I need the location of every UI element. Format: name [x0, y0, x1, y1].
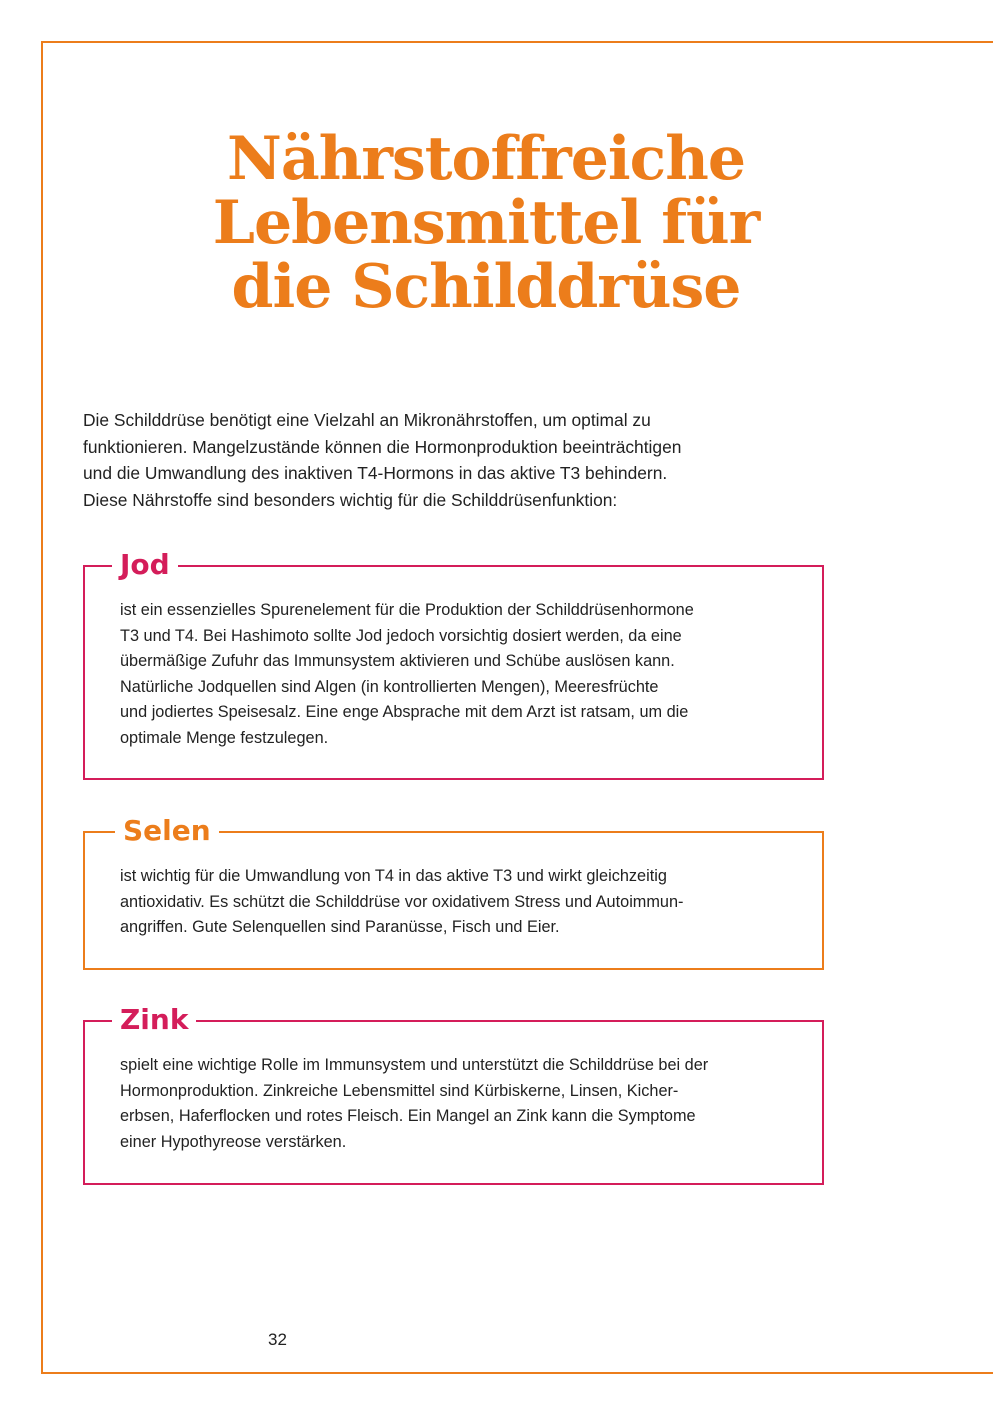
nutrient-line: Hormonproduktion. Zinkreiche Lebensmittel sind Kürbiskerne, Linsen, Kicher-: [120, 1081, 679, 1100]
nutrient-box-zink: [83, 1003, 824, 1185]
nutrient-line: erbsen, Haferflocken und rotes Fleisch. Ein Mangel an Zink kann die Symptome: [120, 1107, 696, 1125]
nutrient-heading-jod: Jod: [112, 547, 178, 583]
nutrient-text-zink: [120, 1053, 810, 1155]
nutrient-text-selen: [120, 864, 810, 941]
nutrient-box-jod: [83, 548, 824, 780]
nutrient-line: übermäßige Zufuhr das Immunsystem aktivieren und Schübe auslösen kann.: [120, 652, 675, 670]
nutrient-line: ist ein essenzielles Spurenelement für die Produktion der Schilddrüsenhormone: [120, 601, 694, 619]
page-number: 32: [268, 1330, 287, 1349]
nutrient-line: und jodiertes Speisesalz. Eine enge Absprache mit dem Arzt ist ratsam, um die: [120, 703, 689, 721]
intro-paragraph: [83, 407, 843, 513]
nutrient-heading-zink: Zink: [112, 1002, 196, 1038]
page-title: [83, 124, 889, 322]
nutrient-line: angriffen. Gute Selenquellen sind Paranüsse, Fisch und Eier.: [120, 918, 560, 936]
intro-line: funktionieren. Mangelzustände können die Hormonproduktion beeinträchtigen: [83, 436, 682, 457]
nutrient-line: ist wichtig für die Umwandlung von T4 in das aktive T3 und wirkt gleichzeitig: [120, 867, 667, 885]
title-line: die Schilddrüse: [231, 252, 741, 322]
title-line: Lebensmittel für: [212, 188, 760, 258]
nutrient-line: antioxidativ. Es schützt die Schilddrüse vor oxidativem Stress und Autoimmun-: [120, 892, 684, 911]
nutrient-line: Natürliche Jodquellen sind Algen (in kontrollierten Mengen), Meeresfrüchte: [120, 677, 659, 696]
nutrient-box-selen: [83, 814, 824, 970]
intro-line: Die Schilddrüse benötigt eine Vielzahl an Mikronährstoffen, um optimal zu: [83, 410, 651, 430]
nutrient-line: einer Hypothyreose verstärken.: [120, 1132, 347, 1151]
nutrient-line: optimale Menge festzulegen.: [120, 728, 329, 747]
intro-line: Diese Nährstoffe sind besonders wichtig für die Schilddrüsenfunktion:: [83, 489, 618, 510]
nutrient-line: spielt eine wichtige Rolle im Immunsystem und unterstützt die Schilddrüse bei der: [120, 1056, 709, 1074]
title-line: Nährstoffreiche: [227, 124, 745, 194]
nutrient-text-jod: [120, 598, 810, 751]
intro-line: und die Umwandlung des inaktiven T4-Hormons in das aktive T3 behindern.: [83, 463, 668, 483]
nutrient-heading-selen: Selen: [115, 813, 219, 849]
nutrient-line: T3 und T4. Bei Hashimoto sollte Jod jedoch vorsichtig dosiert werden, da eine: [120, 626, 682, 645]
